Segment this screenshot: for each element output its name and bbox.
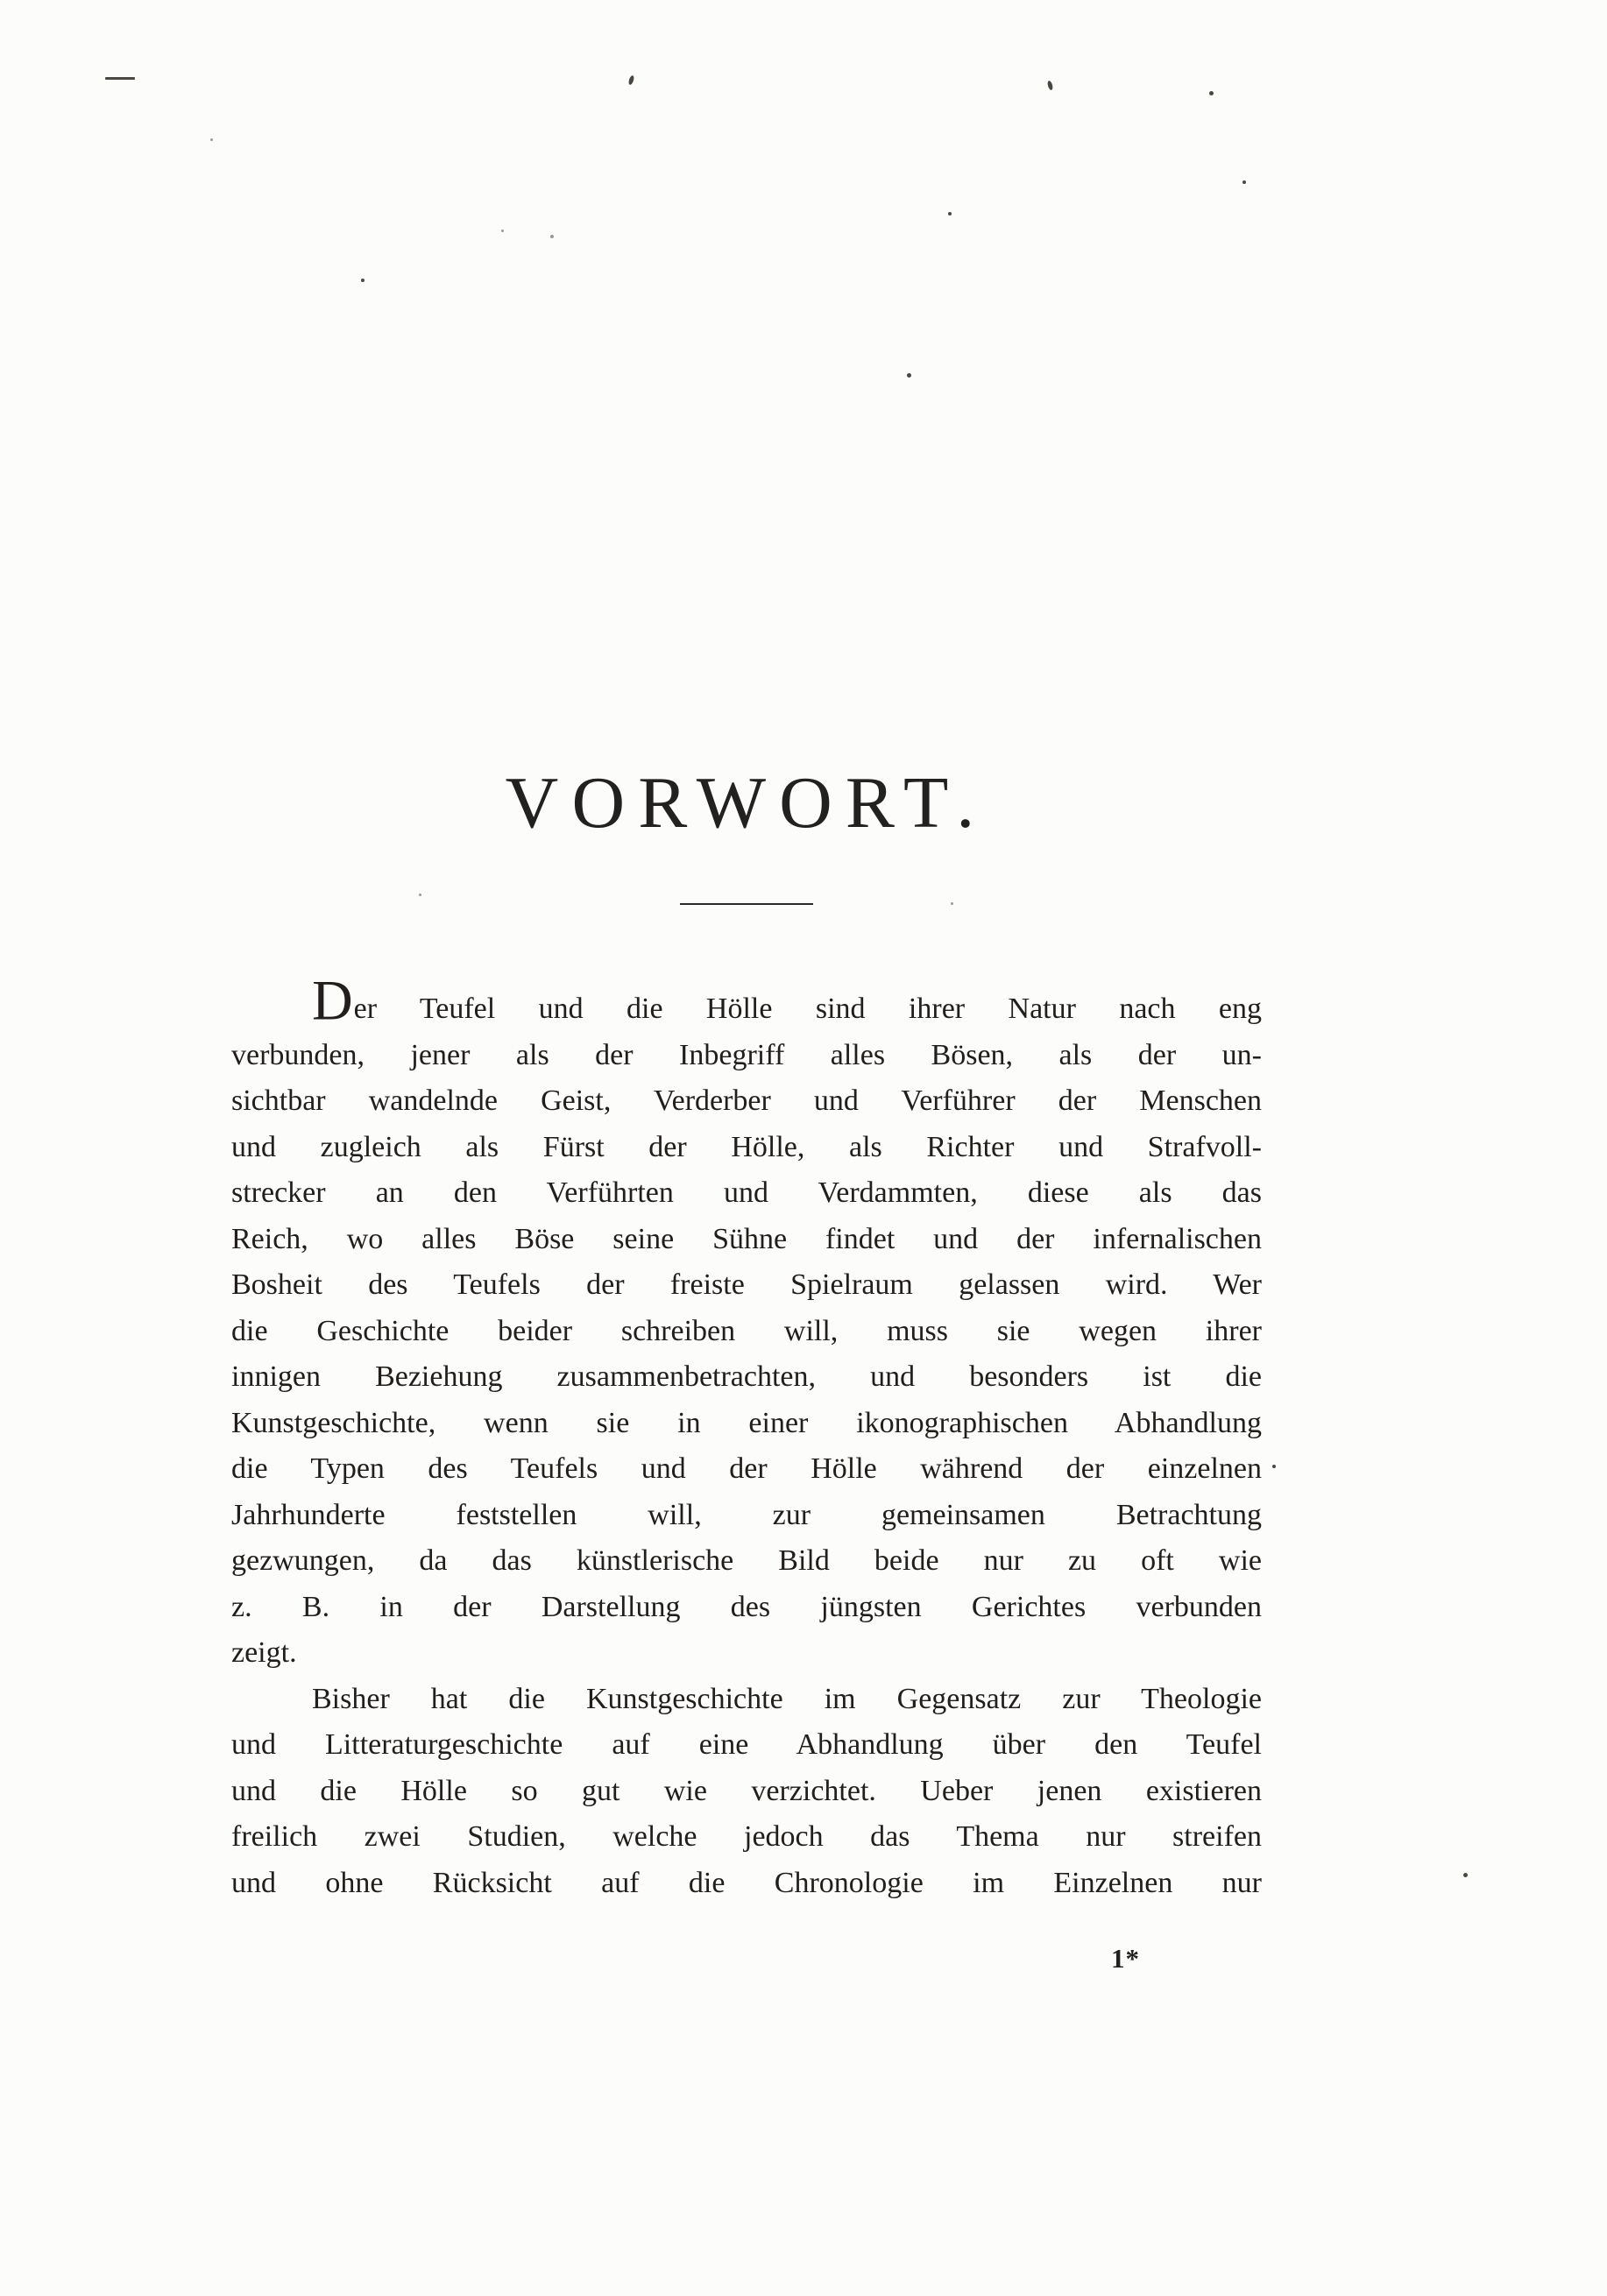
text-line: innigen Beziehung zusammenbetrachten, und besonders ist die [231, 1360, 1262, 1393]
scan-artifact [948, 212, 952, 215]
scan-artifact [361, 279, 365, 282]
text-line: die Geschichte beider schreiben will, muss sie wegen ihrer [231, 1314, 1262, 1347]
text-line: Jahrhunderte feststellen will, zur gemeinsamen Betrachtung [231, 1498, 1262, 1531]
scan-artifact [1047, 81, 1054, 91]
text-line: verbunden, jener als der Inbegriff alles Bösen, als der un- [231, 1038, 1262, 1071]
text-line: und Litteraturgeschichte auf eine Abhandlung über den Teufel [231, 1728, 1262, 1761]
text-line: strecker an den Verführten und Verdammten, diese als das [231, 1176, 1262, 1209]
text-line: Bisher hat die Kunstgeschichte im Gegensatz zur Theologie [312, 1682, 1262, 1715]
scan-artifact [550, 235, 554, 238]
page-title: VORWORT. [505, 762, 988, 844]
text-block [231, 968, 1262, 1906]
scan-artifact [907, 373, 911, 378]
text-line: die Typen des Teufels und der Hölle während der einzelnen [231, 1452, 1262, 1485]
scan-artifact [501, 230, 504, 232]
title-area [231, 760, 1262, 905]
text-line: gezwungen, da das künstlerische Bild beide nur zu oft wie [231, 1544, 1262, 1577]
scan-artifact [1242, 180, 1246, 184]
text-line: z. B. in der Darstellung des jüngsten Gerichtes verbunden [231, 1590, 1262, 1623]
scan-artifact [105, 77, 135, 80]
text-line: sichtbar wandelnde Geist, Verderber und Verführer der Menschen [231, 1084, 1262, 1117]
text-line: Kunstgeschichte, wenn sie in einer ikonographischen Abhandlung [231, 1406, 1262, 1439]
drop-cap-initial: D [312, 968, 354, 1032]
text-line: und die Hölle so gut wie verzichtet. Ueber jenen existieren [231, 1774, 1262, 1807]
title-rule [680, 903, 813, 905]
text-line: Reich, wo alles Böse seine Sühne findet und der infernalischen [231, 1222, 1262, 1255]
text-line: freilich zwei Studien, welche jedoch das Thema nur streifen [231, 1820, 1262, 1853]
text-line: und zugleich als Fürst der Hölle, als Richter und Strafvoll- [231, 1130, 1262, 1163]
scan-artifact [1209, 91, 1214, 95]
page-number: 1* [1111, 1943, 1140, 1974]
text-line: zeigt. [231, 1636, 297, 1669]
text-line: und ohne Rücksicht auf die Chronologie im Einzelnen nur [231, 1866, 1262, 1899]
scan-artifact [210, 138, 213, 141]
scan-artifact [627, 74, 634, 85]
text-line: Bosheit des Teufels der freiste Spielraum gelassen wird. Wer [231, 1268, 1262, 1301]
scan-artifact [1272, 1465, 1276, 1468]
text-line: Der Teufel und die Hölle sind ihrer Natur nach eng [312, 968, 1262, 1032]
scan-artifact [1463, 1873, 1468, 1877]
